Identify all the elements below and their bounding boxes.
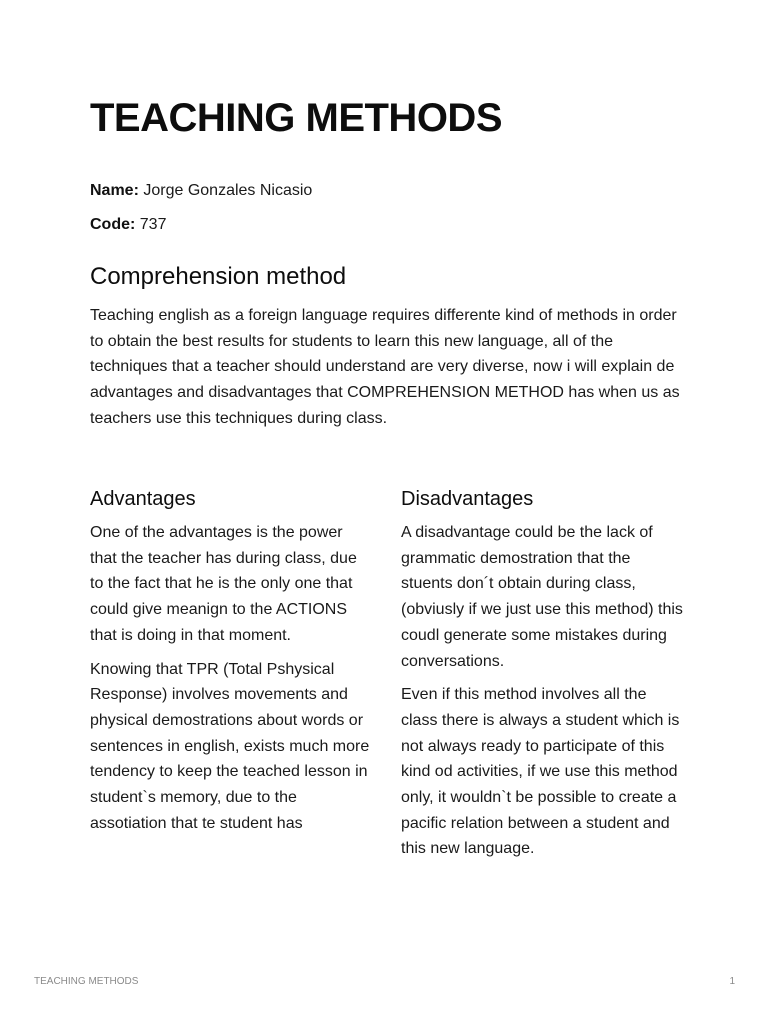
student-code-line (90, 214, 166, 236)
disadvantages-paragraph-2: Even if this method involves all the class there is always a student which is not always ready to participate of this kind od activities, if we use this method only, it wouldn`t be possible to create a pacific relation between a student and this new language. (401, 686, 680, 858)
advantages-paragraph-1: One of the advantages is the power that the teacher has during class, due to the fact that he is the only one that could give meanign to the ACTIONS that is doing in that moment. (90, 524, 357, 644)
name-value: Jorge Gonzales Nicasio (143, 182, 313, 199)
name-label: Name: (90, 182, 139, 199)
footer-running-title: TEACHING METHODS (34, 976, 139, 987)
advantages-heading: Advantages (90, 488, 196, 510)
intro-paragraph: Teaching english as a foreign language requires differente kind of methods in order to obtain the best results for students to learn this new language, all of the techniques that a teacher should understand are very diverse, now i will explain de advantages and disadvantages that COMPREHENSION METHOD has when us as teachers use this techniques during class. (90, 307, 680, 427)
document-title: TEACHING METHODS (90, 96, 502, 140)
advantages-column (90, 484, 372, 844)
disadvantages-heading: Disadvantages (401, 488, 534, 510)
footer-page-number: 1 (729, 976, 735, 987)
student-name-line (90, 180, 312, 202)
disadvantages-column (401, 484, 683, 870)
disadvantages-paragraph-1: A disadvantage could be the lack of grammatic demostration that the stuents don´t obtain during class, (obviusly if we just use this method) this coudl generate some mistakes during conversations. (401, 524, 683, 670)
advantages-paragraph-2: Knowing that TPR (Total Pshysical Response) involves movements and physical demostrations about words or sentences in english, exists much more tendency to keep the teached lesson in student`s memory, due to the assotiation that te student has (90, 660, 370, 832)
code-value: 737 (139, 216, 167, 233)
code-label: Code: (90, 216, 136, 233)
section-heading: Comprehension method (90, 263, 347, 290)
